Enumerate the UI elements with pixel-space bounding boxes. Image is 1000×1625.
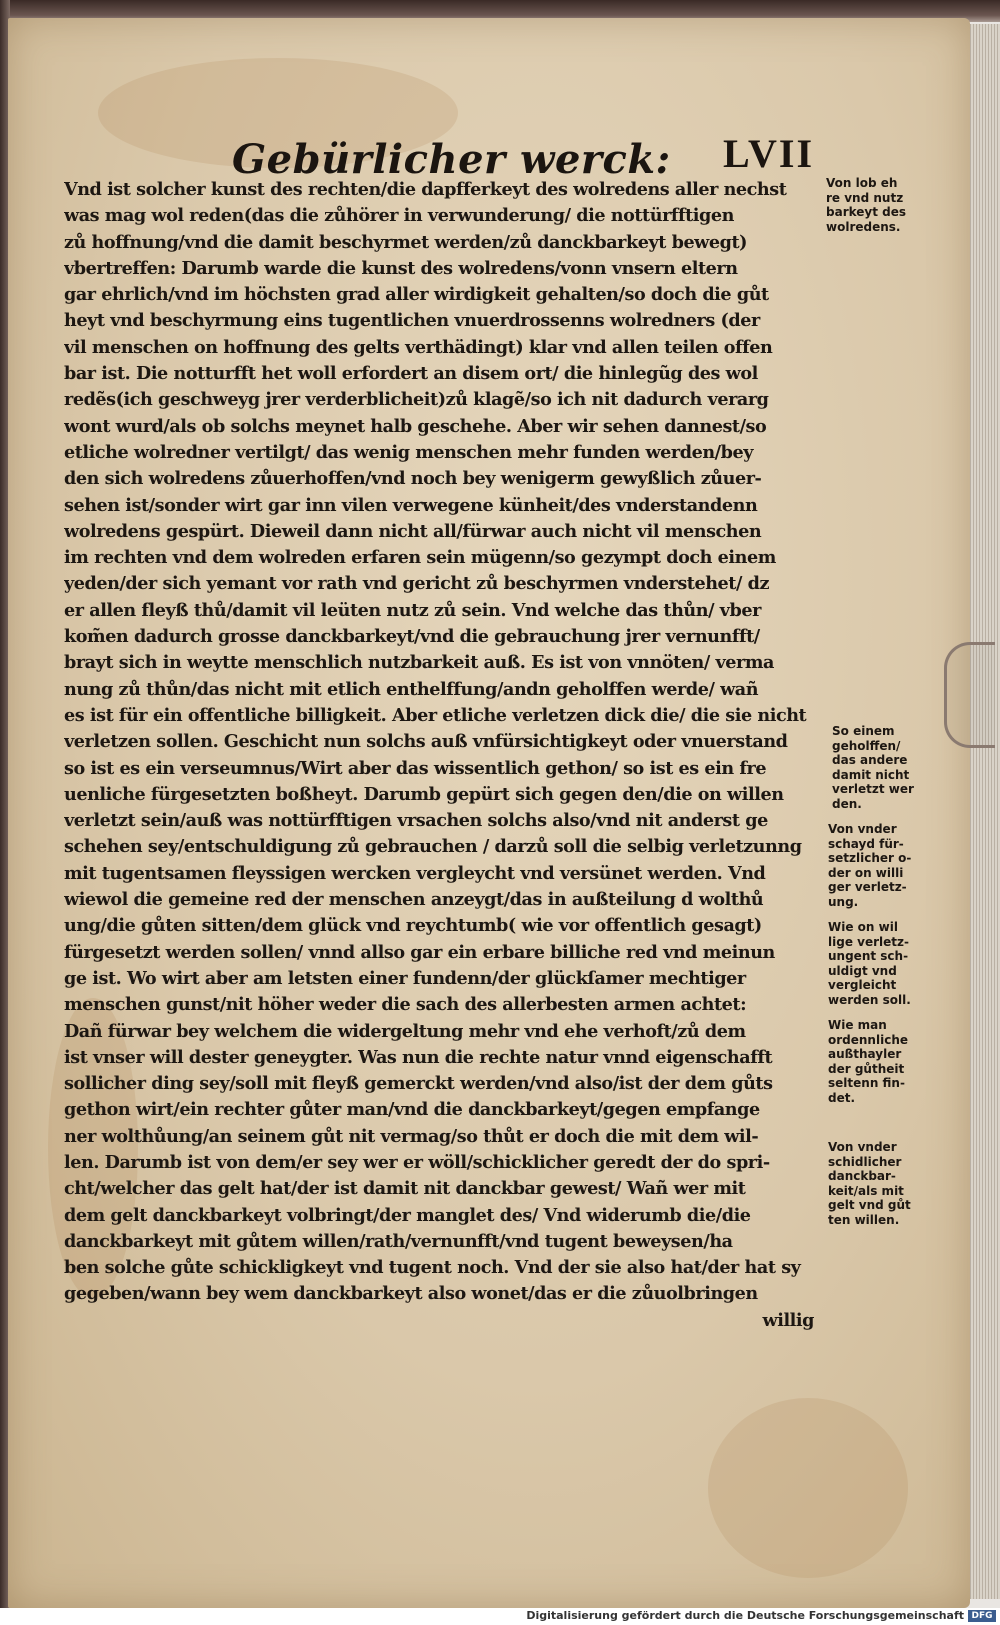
text-line: gegeben/wann bey wem danckbarkeyt also wonet/das er die zůuolbringen bbox=[64, 1283, 758, 1305]
text-line: wont wurd/als ob solchs meynet halb geschehe. Aber wir sehen dannest/so bbox=[64, 415, 767, 437]
text-line: cht/welcher das gelt hat/der ist damit nit danckbar gewest/ Wañ wer mit bbox=[64, 1178, 746, 1200]
text-line: vil menschen on hoffnung des gelts verthädingt) klar vnd allen teilen offen bbox=[64, 336, 773, 358]
text-line: nung zů thůn/das nicht mit etlich enthelffung/andn geholffen werde/ wañ bbox=[64, 678, 759, 700]
text-line: sehen ist/sonder wirt gar inn vilen verwegene künheit/des vnderstandenn bbox=[64, 494, 758, 516]
paper-stain bbox=[708, 1398, 908, 1578]
digitization-footer bbox=[0, 1608, 1000, 1625]
text-line: Dañ fürwar bey welchem die widergeltung mehr vnd ehe verhoft/zů dem bbox=[64, 1020, 746, 1042]
margin-note-line: ungent sch- bbox=[828, 949, 909, 963]
text-line: so ist es ein verseumnus/Wirt aber das wissentlich gethon/ so ist es ein fre bbox=[64, 757, 767, 779]
text-line: was mag wol reden(das die zůhörer in verwunderung/ die nottürfftigen bbox=[64, 205, 734, 227]
text-line: gar ehrlich/vnd im höchsten grad aller wirdigkeit gehalten/so doch die gůt bbox=[64, 284, 769, 306]
text-line: ung/die gůten sitten/dem glück vnd reychtumb( wie vor offentlich gesagt) bbox=[64, 915, 762, 937]
text-line: dem gelt danckbarkeyt volbringt/der manglet des/ Vnd widerumb die/die bbox=[64, 1204, 751, 1226]
margin-note-line: der gůtheit bbox=[828, 1061, 905, 1076]
margin-note-line: werden soll. bbox=[828, 992, 911, 1007]
margin-note bbox=[828, 822, 928, 909]
margin-note-line: schidlicher bbox=[828, 1154, 902, 1169]
margin-note-line: barkeyt des bbox=[826, 205, 907, 219]
text-line: wiewol die gemeine red der menschen anzeygt/das in außteilung d wolthů bbox=[64, 889, 764, 911]
margin-note bbox=[828, 1018, 928, 1105]
margin-note-line: re vnd nutz bbox=[826, 190, 904, 205]
text-line: etliche wolredner vertilgt/ das wenig menschen mehr funden werden/bey bbox=[64, 441, 754, 463]
margin-note-line: verletzt wer bbox=[832, 782, 914, 796]
margin-note-line: das andere bbox=[832, 753, 908, 767]
margin-note-line: ung. bbox=[828, 894, 859, 909]
text-line: bar ist. Die notturfft het woll erfordert an disem ort/ die hinlegũg des wol bbox=[64, 363, 758, 385]
margin-note bbox=[826, 176, 926, 234]
text-line: im rechten vnd dem wolreden erfaren sein mügenn/so gezympt doch einem bbox=[64, 547, 776, 569]
margin-note-line: So einem bbox=[832, 724, 895, 738]
margin-note-line: keit/als mit bbox=[828, 1183, 904, 1198]
text-line: den sich wolredens zůuerhoffen/vnd noch bey wenigerm gewyßlich zůuer- bbox=[64, 468, 762, 490]
text-line: vbertreffen: Darumb warde die kunst des wolredens/vonn vnsern eltern bbox=[64, 257, 738, 279]
margin-note-line: Von lob eh bbox=[826, 176, 898, 190]
margin-note-line: Wie man bbox=[828, 1018, 887, 1032]
text-line: verletzen sollen. Geschicht nun solchs auß vnfürsichtigkeyt oder vnuerstand bbox=[64, 731, 788, 753]
main-text-block bbox=[64, 177, 814, 1334]
margin-note-line: ger verletz- bbox=[828, 880, 907, 894]
margin-note-line: vergleicht bbox=[828, 978, 897, 992]
text-line: sollicher ding sey/soll mit fleyß gemerckt werden/vnd also/ist der dem gůts bbox=[64, 1073, 773, 1095]
margin-note bbox=[828, 1140, 928, 1227]
margin-note-line: seltenn fin- bbox=[828, 1076, 905, 1090]
running-title: Gebürlicher werck: bbox=[232, 136, 671, 183]
text-line: willig bbox=[762, 1309, 814, 1331]
margin-note-line: gelt vnd gůt bbox=[828, 1198, 911, 1212]
margin-note-line: der on willi bbox=[828, 865, 904, 880]
margin-note-line: danckbar- bbox=[828, 1169, 896, 1183]
page-edges bbox=[968, 24, 1000, 1599]
text-line: redẽs(ich geschweyg jrer verderblicheit)zů klagẽ/so ich nit dadurch verarg bbox=[64, 389, 769, 411]
text-line: verletzt sein/auß was nottürfftigen vrsachen solchs also/vnd nit anderst ge bbox=[64, 810, 768, 832]
text-line: uenliche fürgesetzten boßheyt. Darumb gepürt sich gegen den/die on willen bbox=[64, 783, 784, 805]
funding-credit: Digitalisierung gefördert durch die Deutsche Forschungsgemeinschaft bbox=[526, 1609, 964, 1622]
margin-note-line: wolredens. bbox=[826, 219, 901, 234]
text-line: Vnd ist solcher kunst des rechten/die dapfferkeyt des wolredens aller nechst bbox=[64, 179, 787, 200]
text-line: kom̃en dadurch grosse danckbarkeyt/vnd die gebrauchung jrer vernunfft/ bbox=[64, 626, 760, 648]
text-line: zů hoffnung/vnd die damit beschyrmet werden/zů danckbarkeyt bewegt) bbox=[64, 231, 748, 253]
text-line: gethon wirt/ein rechter gůter man/vnd die danckbarkeyt/gegen empfange bbox=[64, 1099, 760, 1121]
text-line: ner wolthůung/an seinem gůt nit vermag/so thůt er doch die mit dem wil- bbox=[64, 1125, 759, 1147]
dfg-logo: DFG bbox=[968, 1610, 996, 1622]
margin-note bbox=[832, 724, 932, 811]
folio-number: LVII bbox=[723, 131, 815, 176]
text-line: brayt sich in weytte menschlich nutzbarkeit auß. Es ist von vnnöten/ verma bbox=[64, 652, 774, 674]
text-line: ben solche gůte schickligkeyt vnd tugent noch. Vnd der sie also hat/der hat sy bbox=[64, 1257, 801, 1279]
margin-note-line: ordennliche bbox=[828, 1032, 908, 1047]
margin-note-line: geholffen/ bbox=[832, 738, 901, 753]
text-line: danckbarkeyt mit gůtem willen/rath/vernunfft/vnd tugent beweysen/ha bbox=[64, 1230, 733, 1252]
margin-note-line: Wie on wil bbox=[828, 920, 898, 934]
text-line: wolredens gespürt. Dieweil dann nicht all/fürwar auch nicht vil menschen bbox=[64, 520, 762, 542]
margin-note-line: Von vnder bbox=[828, 822, 897, 836]
text-line: er allen fleyß thů/damit vil leüten nutz zů sein. Vnd welche das thůn/ vber bbox=[64, 599, 761, 621]
text-line: ist vnser will dester geneygter. Was nun die rechte natur vnnd eigenschafft bbox=[64, 1046, 773, 1068]
margin-note-line: Von vnder bbox=[828, 1140, 897, 1154]
text-line: mit tugentsamen fleyssigen wercken vergleycht vnd versünet werden. Vnd bbox=[64, 862, 766, 884]
page-clasp bbox=[944, 642, 995, 748]
margin-note-line: ten willen. bbox=[828, 1212, 900, 1227]
text-line: yeden/der sich yemant vor rath vnd gericht zů beschyrmen vnderstehet/ dz bbox=[64, 573, 770, 595]
margin-note-line: uldigt vnd bbox=[828, 963, 897, 978]
margin-note-line: lige verletz- bbox=[828, 934, 909, 949]
margin-note-line: den. bbox=[832, 796, 862, 811]
text-line: schehen sey/entschuldigung zů gebrauchen / darzů soll die selbig verletzunng bbox=[64, 836, 802, 858]
margin-note-line: setzlicher o- bbox=[828, 851, 912, 865]
margin-note-line: schayd für- bbox=[828, 836, 904, 851]
text-line: fürgesetzt werden sollen/ vnnd allso gar ein erbare billiche red vnd meinun bbox=[64, 941, 775, 963]
text-line: len. Darumb ist von dem/er sey wer er wöll/schicklicher geredt der do spri- bbox=[64, 1151, 770, 1173]
margin-note-line: det. bbox=[828, 1090, 856, 1105]
text-line: es ist für ein offentliche billigkeit. Aber etliche verletzen dick die/ die sie nicht bbox=[64, 704, 807, 726]
text-line: menschen gunst/nit höher weder die sach des allerbesten armen achtet: bbox=[64, 994, 747, 1016]
margin-note bbox=[828, 920, 928, 1007]
text-line: heyt vnd beschyrmung eins tugentlichen vnuerdrossenns wolredners (der bbox=[64, 310, 760, 332]
text-line: ge ist. Wo wirt aber am letsten einer fundenn/der glückſamer mechtiger bbox=[64, 967, 746, 989]
margin-note-line: damit nicht bbox=[832, 767, 910, 782]
margin-note-line: außthayler bbox=[828, 1047, 902, 1061]
